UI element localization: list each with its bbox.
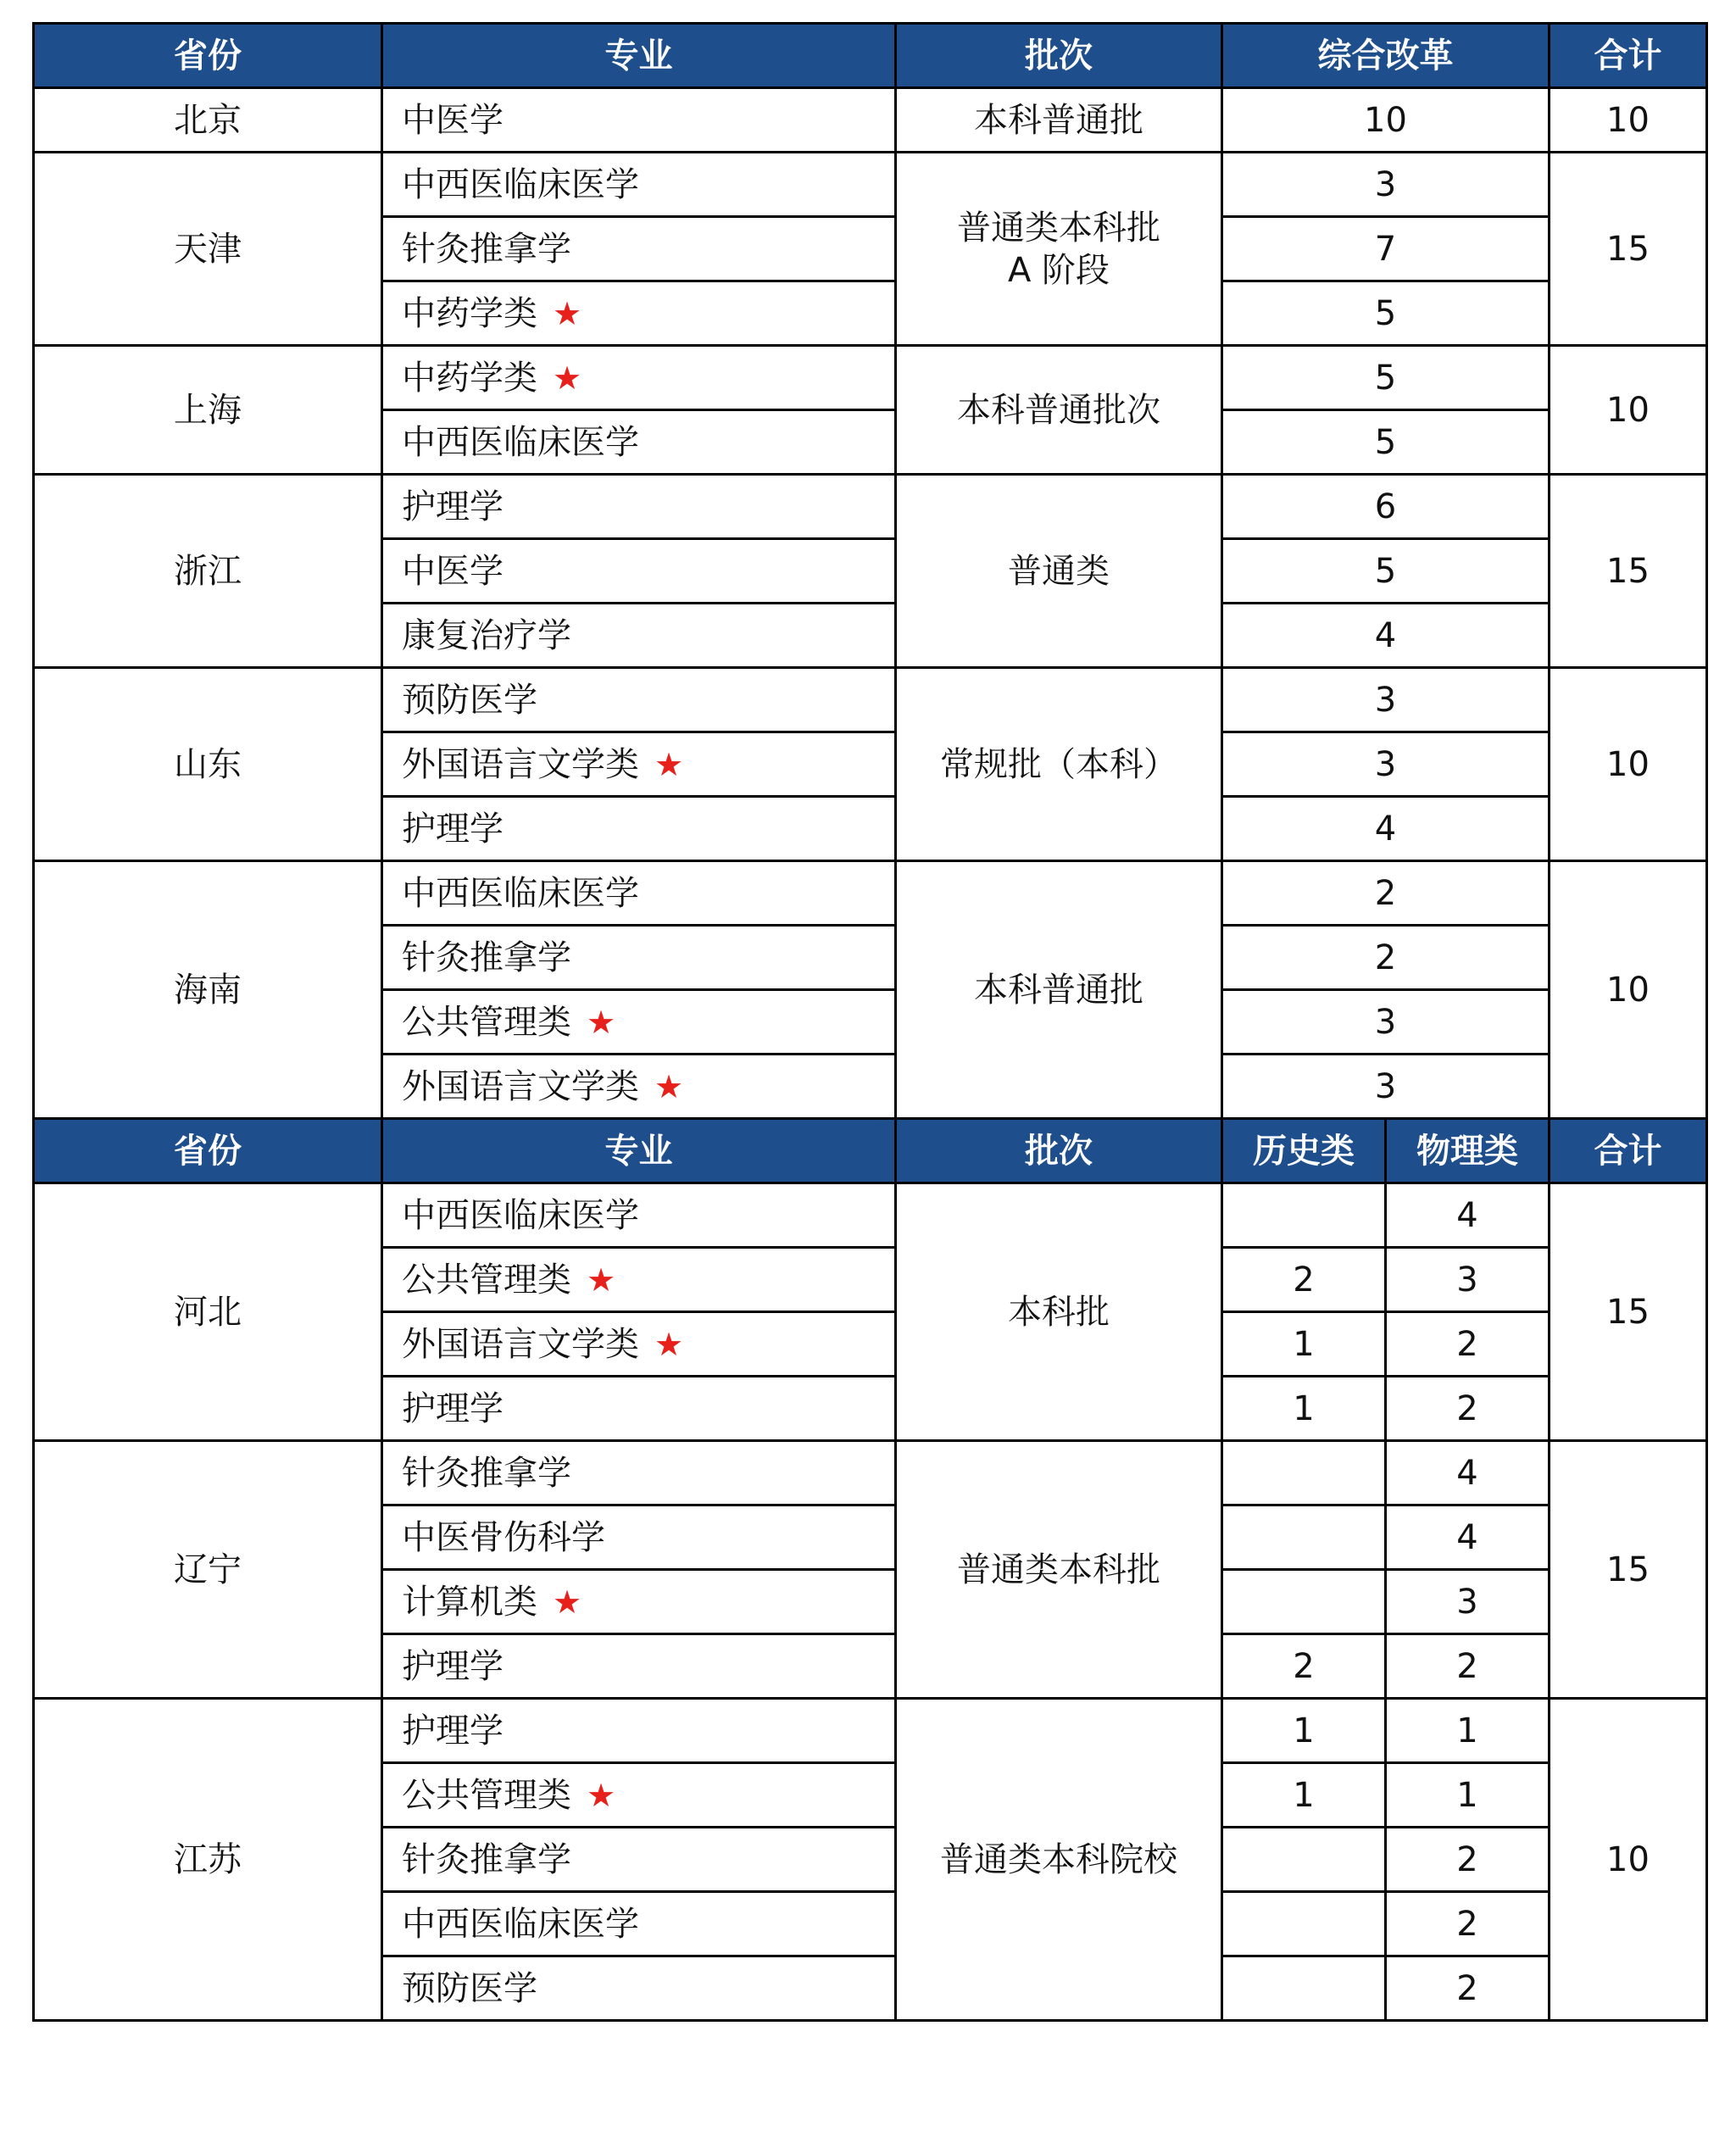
history-cell: 1: [1222, 1377, 1386, 1441]
major-cell: 中西医临床医学: [382, 861, 896, 926]
major-cell: 中药学类 ★: [382, 281, 896, 346]
history-cell: 1: [1222, 1312, 1386, 1377]
count-cell: 4: [1222, 797, 1550, 861]
header-row-reform: [34, 24, 1707, 88]
major-cell: 预防医学: [382, 1956, 896, 2021]
star-icon: ★: [553, 359, 582, 397]
batch-cell: 本科普通批: [896, 88, 1222, 153]
header-history: 历史类: [1222, 1119, 1386, 1183]
history-cell: [1222, 1183, 1386, 1248]
star-icon: ★: [587, 1003, 616, 1041]
province-cell: 山东: [34, 668, 382, 861]
header-batch: 批次: [896, 1119, 1222, 1183]
physics-cell: 4: [1386, 1505, 1550, 1570]
total-cell: 15: [1550, 1441, 1707, 1699]
count-cell: 2: [1222, 861, 1550, 926]
count-cell: 3: [1222, 1055, 1550, 1119]
batch-cell: 普通类: [896, 475, 1222, 668]
batch-cell: 普通类本科批 A 阶段: [896, 153, 1222, 346]
count-cell: 5: [1222, 410, 1550, 475]
physics-cell: 2: [1386, 1828, 1550, 1892]
batch-cell: 本科普通批次: [896, 346, 1222, 475]
major-cell: 中西医临床医学: [382, 153, 896, 217]
major-cell: 针灸推拿学: [382, 926, 896, 990]
major-cell: 外国语言文学类 ★: [382, 732, 896, 797]
header-major: 专业: [382, 24, 896, 88]
major-cell: 护理学: [382, 797, 896, 861]
history-cell: [1222, 1892, 1386, 1956]
major-cell: 计算机类 ★: [382, 1570, 896, 1634]
major-cell: 中医学: [382, 88, 896, 153]
table-row: [34, 668, 1707, 732]
major-cell: 针灸推拿学: [382, 1828, 896, 1892]
major-cell: 外国语言文学类 ★: [382, 1312, 896, 1377]
major-cell: 中西医临床医学: [382, 410, 896, 475]
table-row: [34, 88, 1707, 153]
history-cell: [1222, 1441, 1386, 1505]
count-cell: 4: [1222, 604, 1550, 668]
header-total: 合计: [1550, 1119, 1707, 1183]
total-cell: 10: [1550, 861, 1707, 1119]
major-cell: 外国语言文学类 ★: [382, 1055, 896, 1119]
table-row: [34, 475, 1707, 539]
province-cell: 北京: [34, 88, 382, 153]
major-cell: 公共管理类 ★: [382, 990, 896, 1055]
province-cell: 浙江: [34, 475, 382, 668]
major-cell: 中医骨伤科学: [382, 1505, 896, 1570]
major-cell: 护理学: [382, 1699, 896, 1763]
total-cell: 10: [1550, 88, 1707, 153]
major-cell: 护理学: [382, 1377, 896, 1441]
table-row: [34, 346, 1707, 410]
star-icon: ★: [553, 1583, 582, 1621]
count-cell: 6: [1222, 475, 1550, 539]
header-province: 省份: [34, 24, 382, 88]
star-icon: ★: [654, 1067, 684, 1105]
major-cell: 公共管理类 ★: [382, 1763, 896, 1828]
star-icon: ★: [654, 1325, 684, 1363]
count-cell: 5: [1222, 539, 1550, 604]
star-icon: ★: [654, 745, 684, 783]
header-row-split: [34, 1119, 1707, 1183]
count-cell: 2: [1222, 926, 1550, 990]
star-icon: ★: [587, 1260, 616, 1299]
batch-cell: 本科普通批: [896, 861, 1222, 1119]
table-row: [34, 861, 1707, 926]
major-cell: 预防医学: [382, 668, 896, 732]
total-cell: 15: [1550, 153, 1707, 346]
major-cell: 中西医临床医学: [382, 1892, 896, 1956]
header-total: 合计: [1550, 24, 1707, 88]
major-cell: 护理学: [382, 475, 896, 539]
major-cell: 针灸推拿学: [382, 1441, 896, 1505]
history-cell: 1: [1222, 1763, 1386, 1828]
major-cell: 康复治疗学: [382, 604, 896, 668]
major-cell: 护理学: [382, 1634, 896, 1699]
physics-cell: 3: [1386, 1570, 1550, 1634]
count-cell: 3: [1222, 668, 1550, 732]
table-row: [34, 1699, 1707, 1763]
province-cell: 上海: [34, 346, 382, 475]
physics-cell: 3: [1386, 1248, 1550, 1312]
count-cell: 3: [1222, 153, 1550, 217]
batch-cell: 普通类本科院校: [896, 1699, 1222, 2021]
history-cell: [1222, 1505, 1386, 1570]
total-cell: 15: [1550, 475, 1707, 668]
physics-cell: 4: [1386, 1183, 1550, 1248]
province-cell: 江苏: [34, 1699, 382, 2021]
history-cell: 2: [1222, 1634, 1386, 1699]
batch-cell: 本科批: [896, 1183, 1222, 1441]
province-cell: 天津: [34, 153, 382, 346]
count-cell: 10: [1222, 88, 1550, 153]
physics-cell: 2: [1386, 1634, 1550, 1699]
province-cell: 河北: [34, 1183, 382, 1441]
total-cell: 10: [1550, 668, 1707, 861]
major-cell: 针灸推拿学: [382, 217, 896, 281]
total-cell: 10: [1550, 1699, 1707, 2021]
history-cell: [1222, 1570, 1386, 1634]
major-cell: 中医学: [382, 539, 896, 604]
batch-cell: 普通类本科批: [896, 1441, 1222, 1699]
physics-cell: 2: [1386, 1892, 1550, 1956]
physics-cell: 1: [1386, 1699, 1550, 1763]
physics-cell: 1: [1386, 1763, 1550, 1828]
table-row: [34, 1183, 1707, 1248]
history-cell: 1: [1222, 1699, 1386, 1763]
history-cell: 2: [1222, 1248, 1386, 1312]
enrollment-plan-table: [32, 22, 1708, 2022]
count-cell: 3: [1222, 732, 1550, 797]
history-cell: [1222, 1956, 1386, 2021]
physics-cell: 2: [1386, 1956, 1550, 2021]
physics-cell: 4: [1386, 1441, 1550, 1505]
physics-cell: 2: [1386, 1377, 1550, 1441]
batch-cell: 常规批（本科）: [896, 668, 1222, 861]
province-cell: 海南: [34, 861, 382, 1119]
count-cell: 5: [1222, 346, 1550, 410]
header-major: 专业: [382, 1119, 896, 1183]
major-cell: 中西医临床医学: [382, 1183, 896, 1248]
major-cell: 公共管理类 ★: [382, 1248, 896, 1312]
table-row: [34, 153, 1707, 217]
total-cell: 15: [1550, 1183, 1707, 1441]
physics-cell: 2: [1386, 1312, 1550, 1377]
province-cell: 辽宁: [34, 1441, 382, 1699]
major-cell: 中药学类 ★: [382, 346, 896, 410]
count-cell: 5: [1222, 281, 1550, 346]
count-cell: 7: [1222, 217, 1550, 281]
header-province: 省份: [34, 1119, 382, 1183]
header-physics: 物理类: [1386, 1119, 1550, 1183]
history-cell: [1222, 1828, 1386, 1892]
table-row: [34, 1441, 1707, 1505]
count-cell: 3: [1222, 990, 1550, 1055]
header-batch: 批次: [896, 24, 1222, 88]
header-reform: 综合改革: [1222, 24, 1550, 88]
total-cell: 10: [1550, 346, 1707, 475]
star-icon: ★: [553, 294, 582, 332]
star-icon: ★: [587, 1776, 616, 1814]
